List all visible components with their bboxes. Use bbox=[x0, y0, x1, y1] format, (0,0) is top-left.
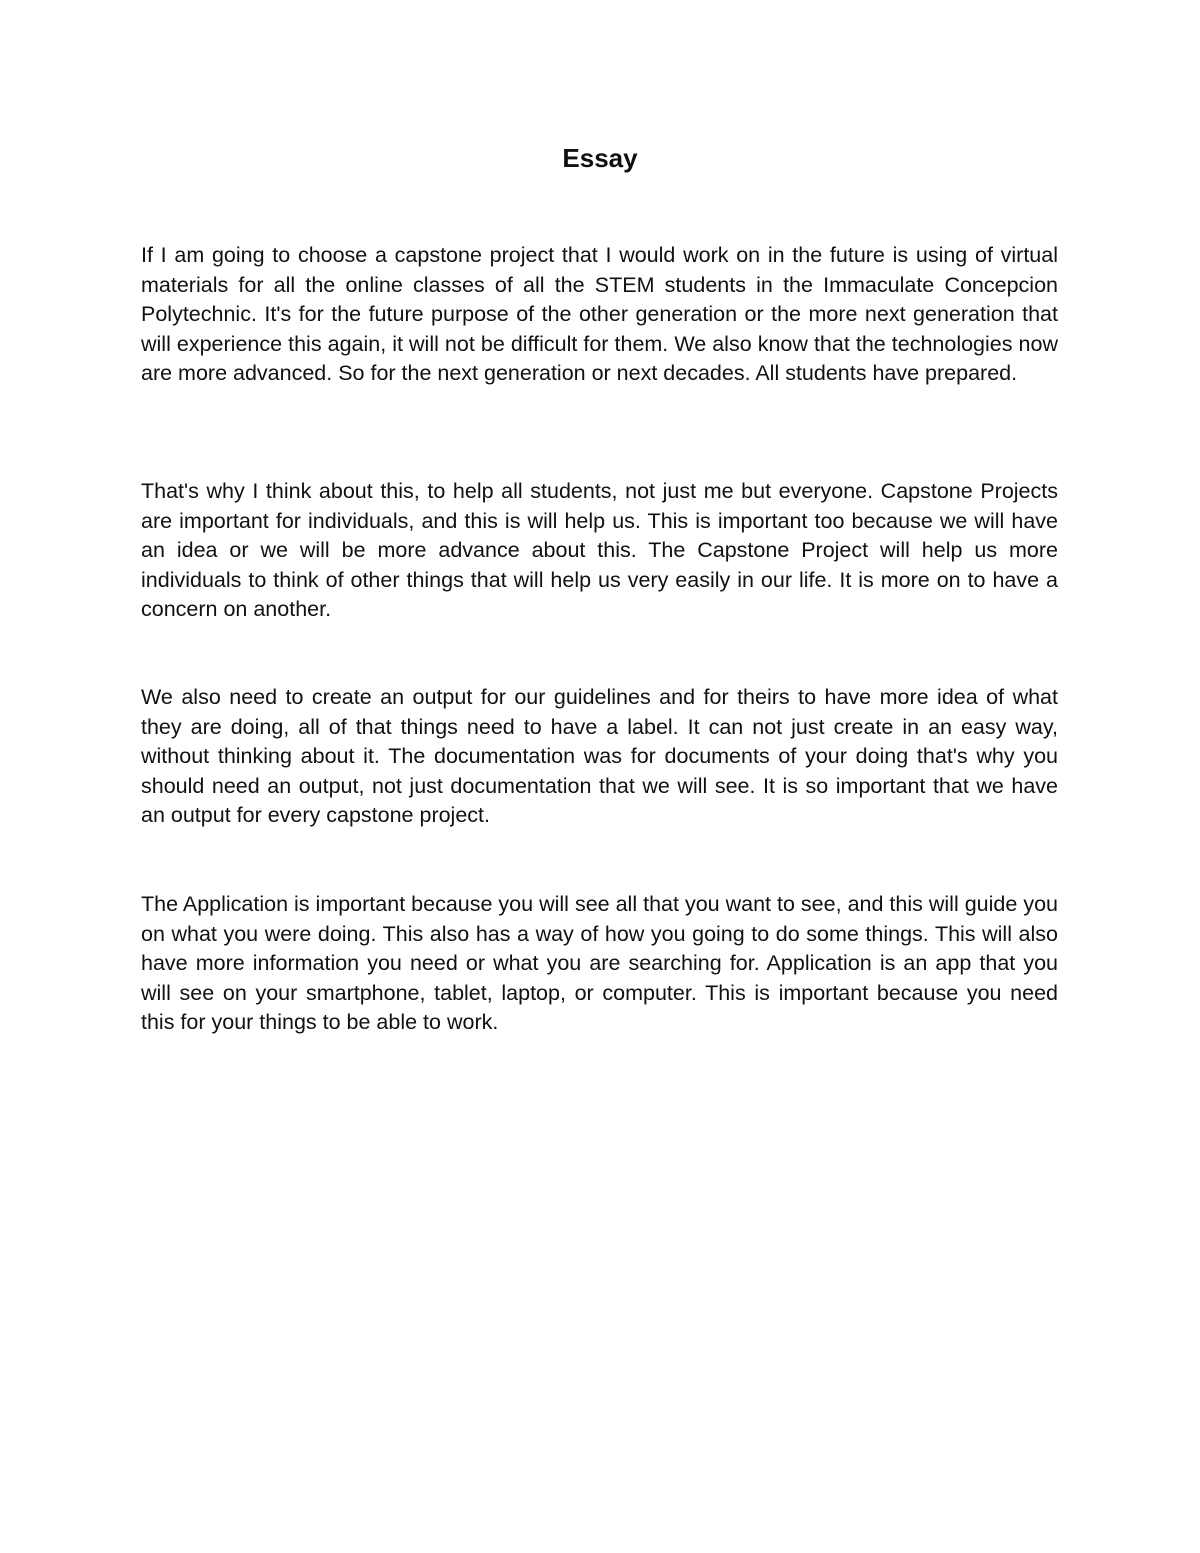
paragraph-3: We also need to create an output for our guidelines and for theirs to have more idea of what they are doing, all of that things need to have a label. It can not just create in an easy way, without thinking about it. The documentation was for documents of your doing that's why you should need an output, not just documentation that we will see. It is so important that we have an output for every capstone project. bbox=[141, 685, 1058, 827]
paragraph-1: If I am going to choose a capstone project that I would work on in the future is using of virtual materials for all the online classes of all the STEM students in the Immaculate Concepcion Polytechnic. It's for the future purpose of the other generation or the more next generation that will experience this again, it will not be difficult for them. We also know that the technologies now are more advanced. So for the next generation or next decades. All students have prepared. bbox=[141, 243, 1058, 385]
document-title: Essay bbox=[562, 143, 638, 173]
paragraph-4: The Application is important because you will see all that you want to see, and this will guide you on what you were doing. This also has a way of how you going to do some things. This will also have more information you need or what you are searching for. Application is an app that you will see on your smartphone, tablet, laptop, or computer. This is important because you need this for your things to be able to work. bbox=[141, 892, 1058, 1034]
paragraph-2: That's why I think about this, to help all students, not just me but everyone. Capstone Projects are important for individuals, and this is will help us. This is important too because we will have an idea or we will be more advance about this. The Capstone Project will help us more individuals to think of other things that will help us very easily in our life. It is more on to have a concern on another. bbox=[141, 479, 1058, 621]
